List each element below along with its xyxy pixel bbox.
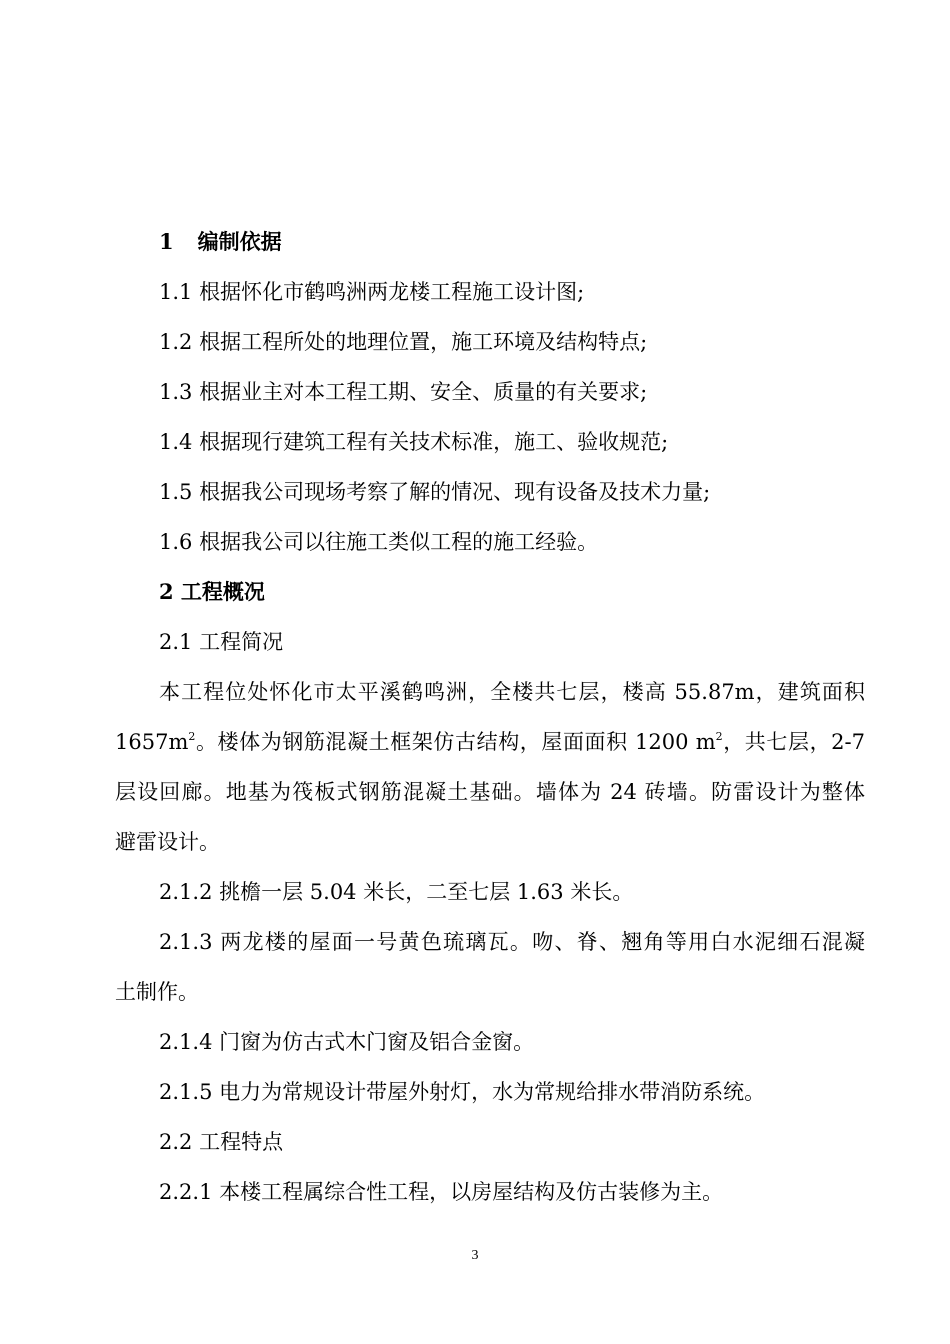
basis-item-1: 1.1 根据怀化市鹤鸣洲两龙楼工程施工设计图; (159, 280, 585, 304)
section-1-heading (159, 227, 879, 257)
page-number: 3 (471, 1248, 479, 1263)
overview-paragraph-line-2: $1657m^2$。楼体为钢筋混凝土框架仿古结构，屋面面积 1200 $m^2$，共七层，2-7 (115, 730, 865, 754)
section-1-title: 编制依据 (197, 229, 282, 254)
item-2-1-3-line-2: 土制作。 (115, 980, 199, 1004)
section-2-heading: 2 工程概况 (159, 579, 265, 604)
basis-item-3: 1.3 根据业主对本工程工期、安全、质量的有关要求; (159, 380, 648, 404)
item-2-1-2: 2.1.2 挑檐一层 5.04 米长，二至七层 1.63 米长。 (159, 880, 634, 904)
item-2-1-4: 2.1.4 门窗为仿古式木门窗及铝合金窗。 (159, 1030, 535, 1054)
section-1-number: 1 (159, 229, 174, 254)
item-2-1-5: 2.1.5 电力为常规设计带屋外射灯，水为常规给排水带消防系统。 (159, 1080, 766, 1104)
overview-paragraph-line-4: 避雷设计。 (115, 830, 220, 854)
subsection-2-2-heading: 2.2 工程特点 (159, 1130, 284, 1154)
overview-paragraph-line-1: 本工程位处怀化市太平溪鹤鸣洲，全楼共七层，楼高 55.87m，建筑面积 (159, 680, 865, 704)
subsection-2-1-heading: 2.1 工程简况 (159, 630, 284, 654)
overview-paragraph-line-3: 层设回廊。地基为筏板式钢筋混凝土基础。墙体为 24 砖墙。防雷设计为整体 (115, 780, 865, 804)
basis-item-5: 1.5 根据我公司现场考察了解的情况、现有设备及技术力量; (159, 480, 711, 504)
item-2-1-3-line-1: 2.1.3 两龙楼的屋面一号黄色琉璃瓦。吻、脊、翘角等用白水泥细石混凝 (159, 930, 865, 954)
basis-item-4: 1.4 根据现行建筑工程有关技术标准，施工、验收规范; (159, 430, 669, 454)
basis-item-6: 1.6 根据我公司以往施工类似工程的施工经验。 (159, 530, 599, 554)
basis-item-2: 1.2 根据工程所处的地理位置，施工环境及结构特点; (159, 330, 648, 354)
item-2-2-1: 2.2.1 本楼工程属综合性工程，以房屋结构及仿古装修为主。 (159, 1180, 724, 1204)
